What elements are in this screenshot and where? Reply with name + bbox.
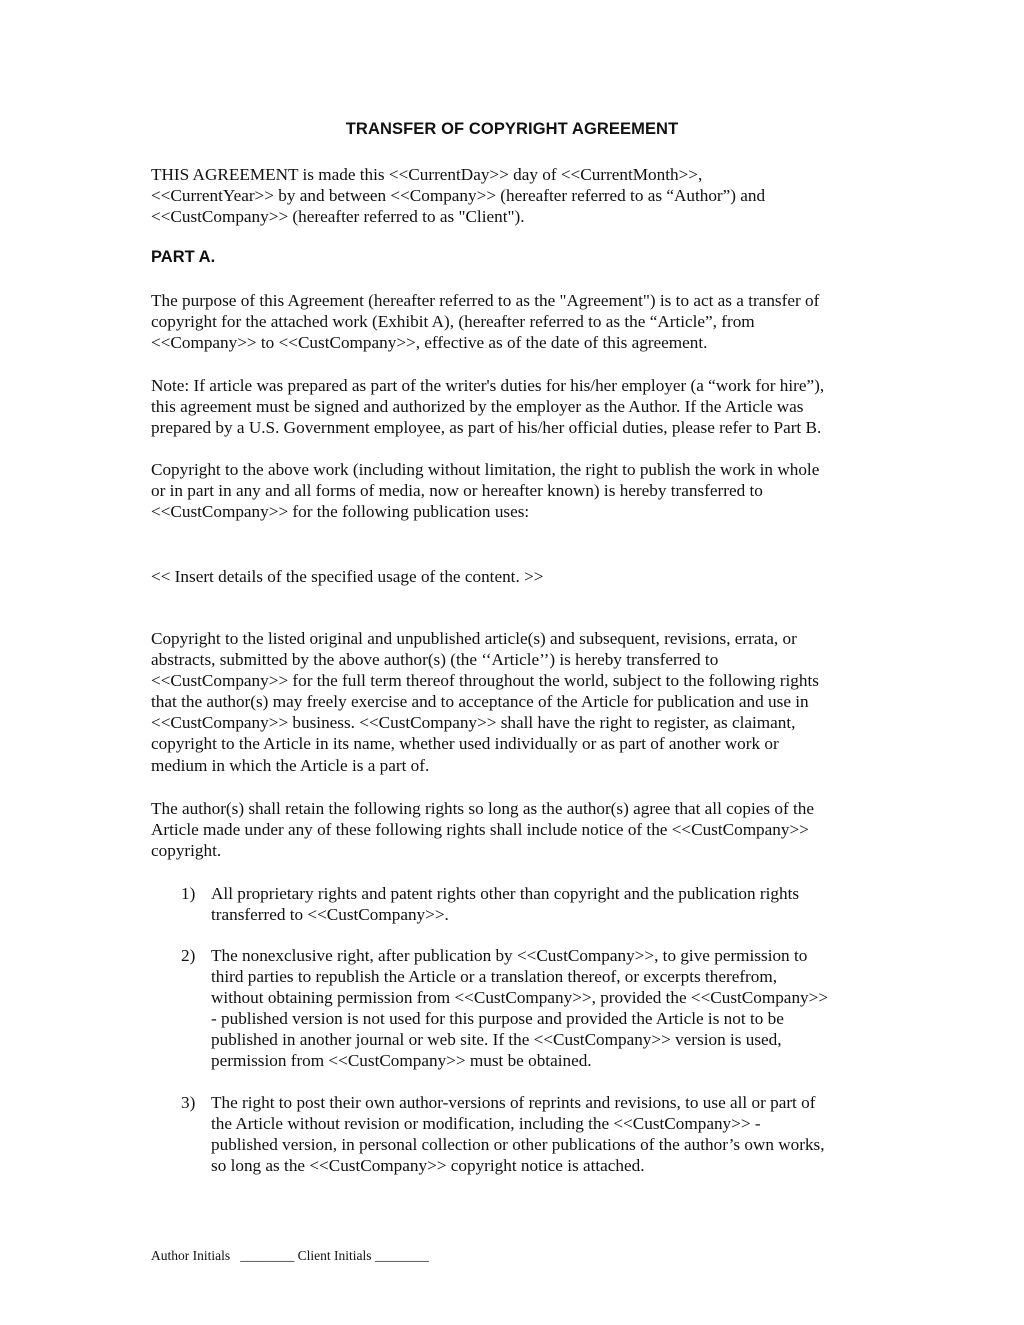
part-a-heading: PART A. — [151, 248, 216, 266]
list-item-number: 3) — [181, 1093, 196, 1112]
document-title: TRANSFER OF COPYRIGHT AGREEMENT — [345, 120, 679, 138]
usage-placeholder: << Insert details of the specified usage of the content. >> — [151, 567, 544, 586]
client-initials-label: Client Initials — [297, 1248, 372, 1263]
client-initials-blank[interactable]: ________ — [374, 1248, 429, 1263]
list-item-text: All proprietary rights and patent rights other than copyright and the publication rights transferred to <<CustCompany>>. — [211, 884, 800, 925]
list-item-number: 2) — [181, 946, 196, 965]
copyright-uses-paragraph: Copyright to the above work (including without limitation, the right to publish the work in whole or in part in any and all forms of media, now or hereafter known) is hereby transferred to <<CustCompany>> for the following publication uses: — [151, 460, 820, 522]
initials-footer — [151, 1248, 429, 1264]
author-initials-blank[interactable]: ________ — [240, 1248, 295, 1263]
list-item-text: The right to post their own author-versions of reprints and revisions, to use all or part of the Article without revision or modification, including the <<CustCompany>> - published version, in personal collection or other publications of the author’s own works, so long as the <<CustCompany>> copyright notice is attached. — [211, 1093, 825, 1176]
list-item-text: The nonexclusive right, after publication by <<CustCompany>>, to give permission to third parties to republish the Article or a translation thereof, or excerpts therefrom, without obtaining permission from <<CustCompany>>, provided the <<CustCompany>> - published version is not used for this purpose and provided the Article is not to be published in another journal or web site. If the <<CustCompany>> version is used, permission from <<CustCompany>> must be obtained. — [211, 946, 829, 1071]
author-initials-label: Author Initials — [151, 1248, 231, 1263]
purpose-paragraph: The purpose of this Agreement (hereafter referred to as the "Agreement") is to act as a transfer of copyright for the attached work (Exhibit A), (hereafter referred to as the “Article”, from <<Company>> to <<CustCompany>>, effective as of the date of this agreement. — [151, 291, 820, 353]
retained-rights-paragraph: The author(s) shall retain the following rights so long as the author(s) agree that all copies of the Article made under any of these following rights shall include notice of the <<CustCompany>> copyright. — [151, 799, 814, 861]
intro-paragraph: THIS AGREEMENT is made this <<CurrentDay>> day of <<CurrentMonth>>, <<CurrentYear>> by and between <<Company>> (hereafter referred to as “Author”) and <<CustCompany>> (hereafter referred to as "Client"). — [151, 165, 766, 227]
transfer-terms-paragraph: Copyright to the listed original and unpublished article(s) and subsequent, revisions, errata, or abstracts, submitted by the above author(s) (the ‘‘Article’’) is hereby transferred to <<CustCompany>> for the full term thereof throughout the world, subject to the following rights that the author(s) may freely exercise and to acceptance of the Article for publication and use in <<CustCompany>> business. <<CustCompany>> shall have the right to register, as claimant, copyright to the Article in its name, whether used individually or as part of another work or medium in which the Article is a part of. — [151, 629, 819, 775]
note-paragraph: Note: If article was prepared as part of the writer's duties for his/her employer (a “work for hire”), this agreement must be signed and authorized by the employer as the Author. If the Article was prepared by a U.S. Government employee, as part of his/her official duties, please refer to Part B. — [151, 376, 825, 438]
list-item-number: 1) — [181, 884, 196, 903]
